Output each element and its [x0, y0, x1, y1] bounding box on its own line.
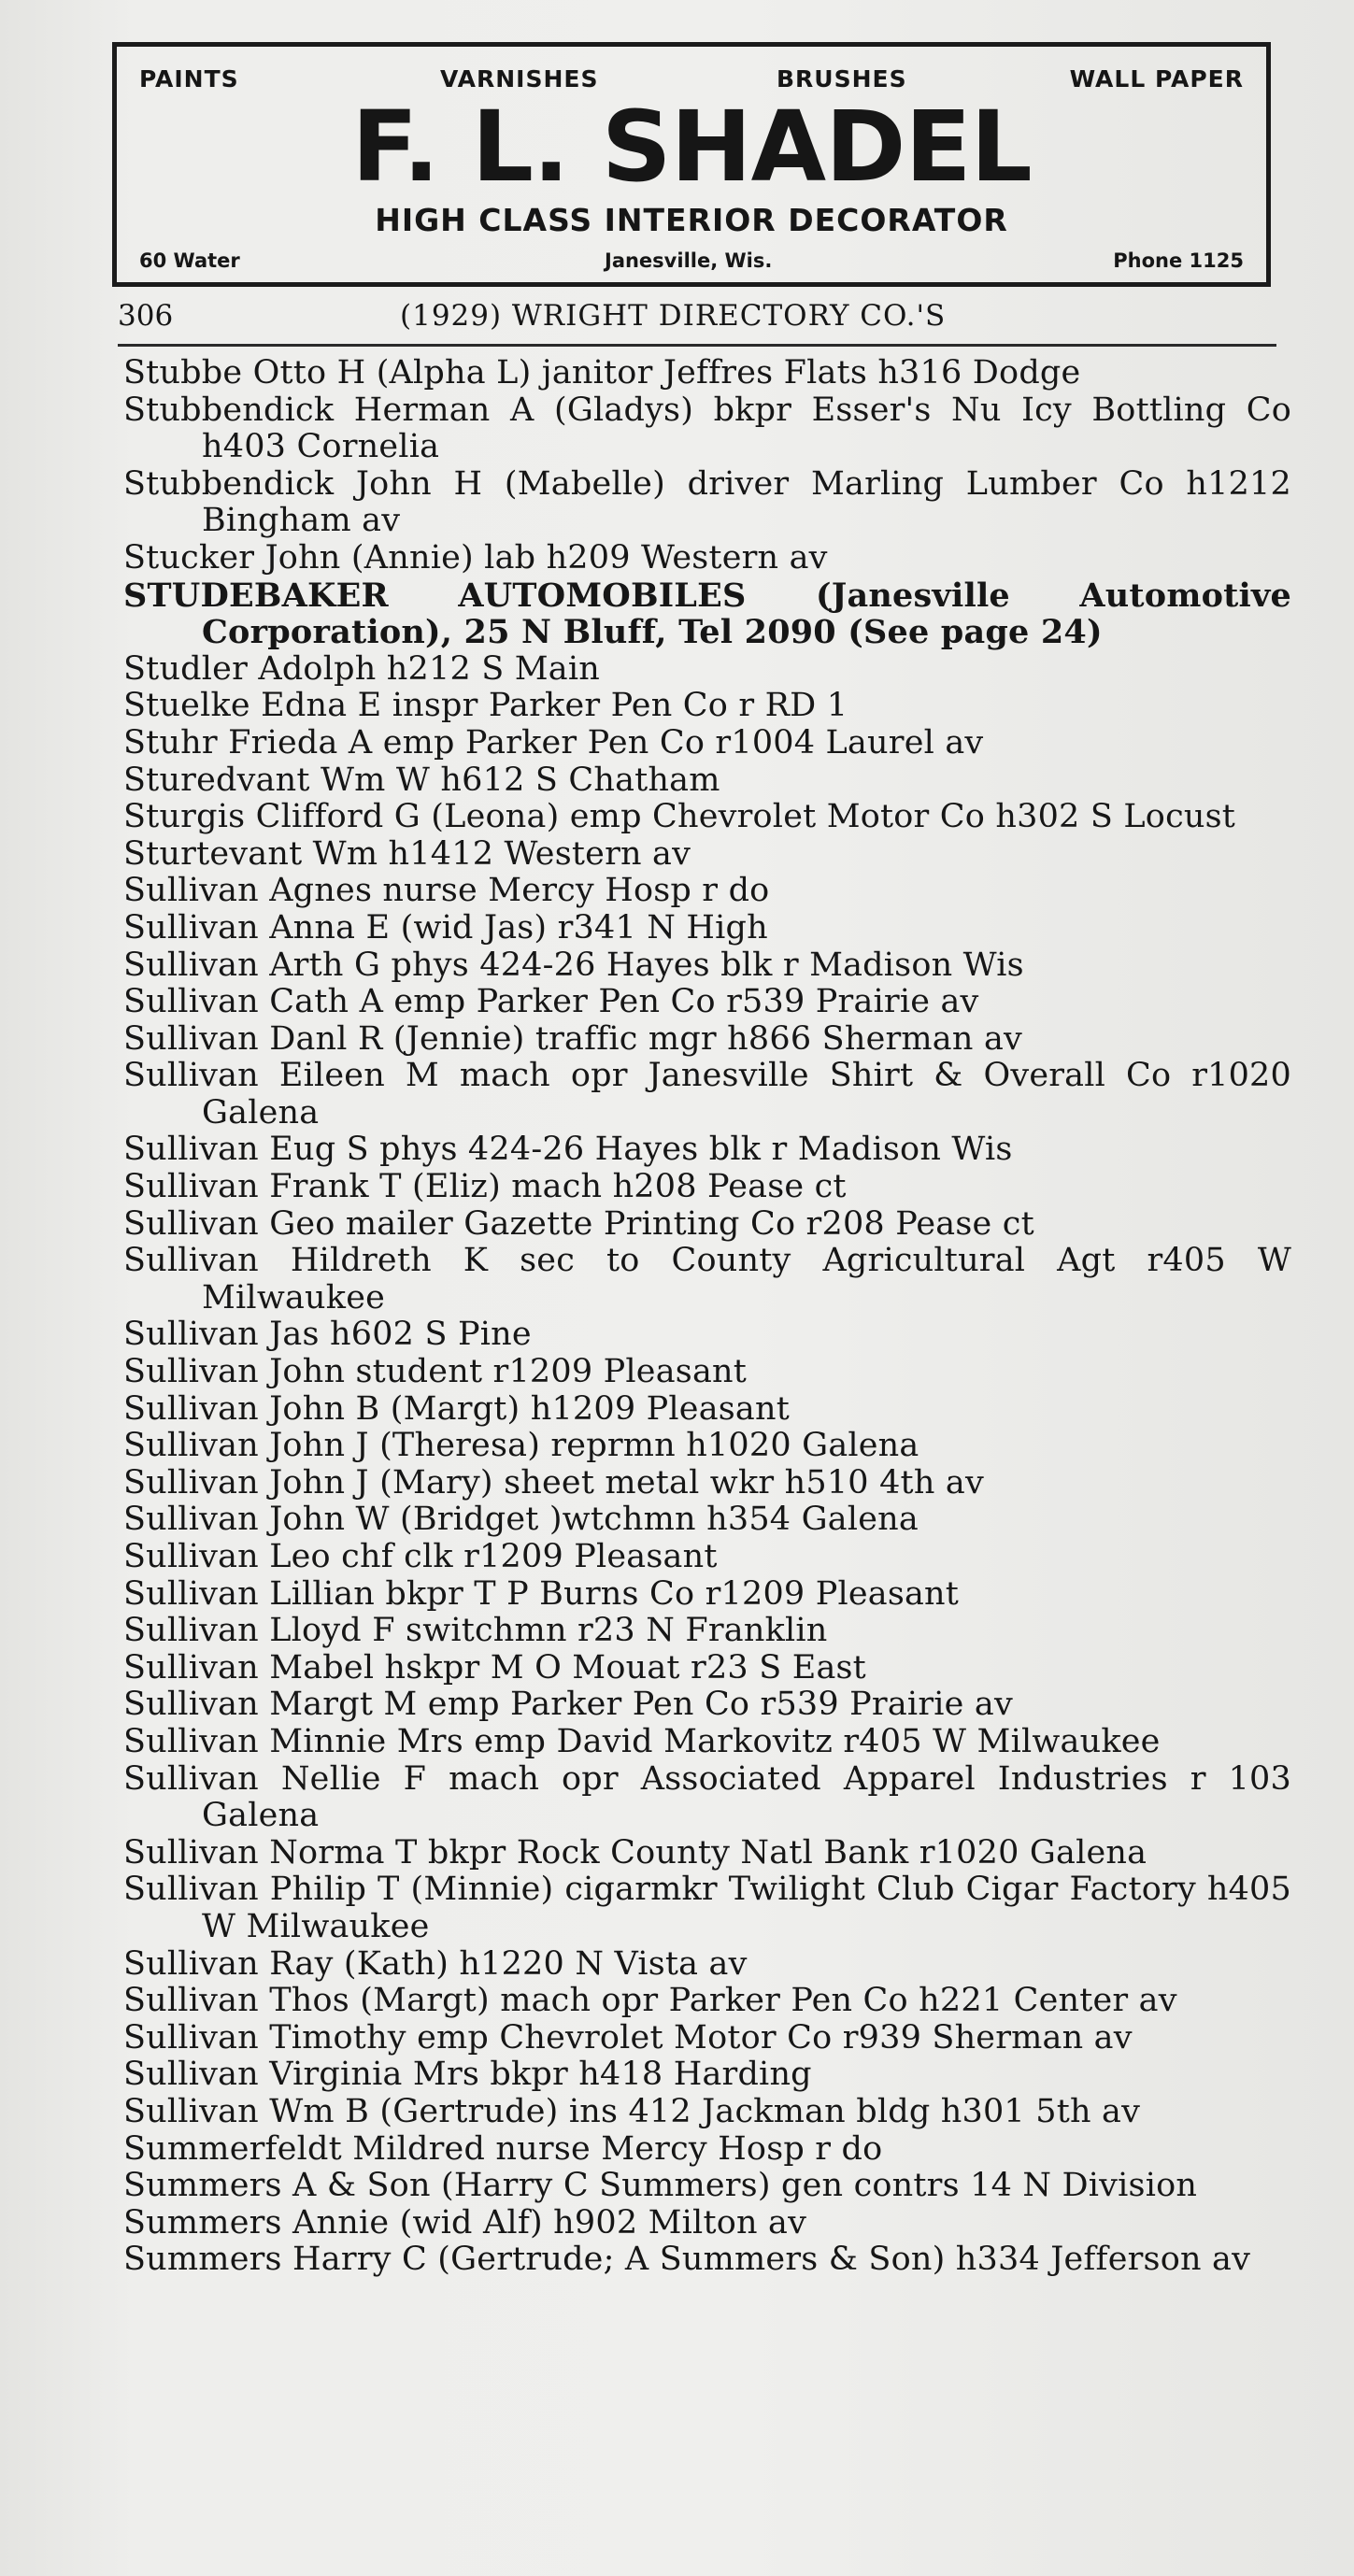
directory-entry: Sturgis Clifford G (Leona) emp Chevrolet Motor Co h302 S Locust — [123, 798, 1236, 836]
directory-entry: Sullivan John J (Theresa) reprmn h1020 Galena — [123, 1427, 919, 1465]
ad-tagline: HIGH CLASS INTERIOR DECORATOR — [375, 202, 1008, 238]
directory-entry: Sullivan Geo mailer Gazette Printing Co r208 Pease ct — [123, 1204, 1034, 1243]
directory-entry: Sullivan John W (Bridget )wtchmn h354 Galena — [123, 1501, 919, 1539]
ad-item-wall-paper: WALL PAPER — [1069, 65, 1244, 93]
directory-entry: Sullivan Agnes nurse Mercy Hosp r do — [123, 872, 770, 910]
directory-entry: Summers A & Son (Harry C Summers) gen contrs 14 N Division — [123, 2167, 1198, 2205]
ad-address: 60 Water — [139, 249, 240, 272]
directory-entry: Summers Harry C (Gertrude; A Summers & Son) h334 Jefferson av — [123, 2241, 1251, 2279]
directory-entry: Sullivan Thos (Margt) mach opr Parker Pen Co h221 Center av — [123, 1982, 1177, 2020]
directory-entry: Sullivan Lloyd F switchmn r23 N Franklin — [123, 1612, 828, 1650]
ad-item-varnishes: VARNISHES — [440, 65, 599, 93]
directory-entry: Sullivan Eileen M mach opr Janesville Shirt & Overall Co r1020 Galena — [123, 1057, 1291, 1131]
directory-entry: Stuhr Frieda A emp Parker Pen Co r1004 Laurel av — [123, 723, 984, 761]
directory-entry: Sturedvant Wm W h612 S Chatham — [123, 761, 720, 799]
directory-entry: Sullivan John student r1209 Pleasant — [123, 1353, 748, 1391]
directory-entries — [123, 355, 1291, 2279]
directory-entry: Stubbe Otto H (Alpha L) janitor Jeffres Flats h316 Dodge — [123, 354, 1081, 391]
directory-entry: Sullivan Lillian bkpr T P Burns Co r1209 Pleasant — [123, 1574, 960, 1613]
running-header — [118, 299, 1276, 336]
directory-entry: Sullivan Frank T (Eliz) mach h208 Pease ct — [123, 1168, 847, 1206]
directory-entry: Sullivan Minnie Mrs emp David Markovitz r405 W Milwaukee — [123, 1722, 1161, 1760]
directory-entry: Summers Annie (wid Alf) h902 Milton av — [123, 2203, 807, 2242]
directory-entry: Sullivan Philip T (Minnie) cigarmkr Twilight Club Cigar Factory h405 W Milwaukee — [123, 1871, 1291, 1945]
directory-entry: Sullivan Jas h602 S Pine — [123, 1316, 532, 1354]
directory-entry: Sullivan Anna E (wid Jas) r341 N High — [123, 908, 768, 946]
directory-entry: Sullivan Wm B (Gertrude) ins 412 Jackman bldg h301 5th av — [123, 2092, 1141, 2130]
page-title: (1929) WRIGHT DIRECTORY CO.'S — [400, 299, 947, 333]
directory-entry: Sullivan John J (Mary) sheet metal wkr h510 4th av — [123, 1463, 984, 1501]
directory-entry: Sullivan John B (Margt) h1209 Pleasant — [123, 1389, 791, 1428]
ad-city: Janesville, Wis. — [605, 249, 773, 272]
ad-contact-line — [139, 249, 1244, 274]
ad-business-name: F. L. SHADEL — [351, 90, 1032, 204]
directory-entry: Studler Adolph h212 S Main — [123, 649, 600, 688]
directory-entry: Sullivan Cath A emp Parker Pen Co r539 Prairie av — [123, 983, 979, 1021]
directory-entry: Sullivan Norma T bkpr Rock County Natl Bank r1020 Galena — [123, 1833, 1147, 1872]
directory-entry: Stucker John (Annie) lab h209 Western av — [123, 538, 828, 576]
directory-entry: Sullivan Virginia Mrs bkpr h418 Harding — [123, 2056, 812, 2094]
directory-entry: Stuelke Edna E inspr Parker Pen Co r RD 1 — [123, 687, 848, 725]
ad-item-paints: PAINTS — [139, 65, 239, 93]
page-number: 306 — [118, 299, 174, 333]
ad-phone: Phone 1125 — [1113, 249, 1244, 272]
directory-entry: Stubbendick Herman A (Gladys) bkpr Esser's Nu Icy Bottling Co h403 Cornelia — [123, 391, 1291, 466]
directory-entry: Sullivan Arth G phys 424-26 Hayes blk r Madison Wis — [123, 946, 1024, 984]
directory-entry: Stubbendick John H (Mabelle) driver Marling Lumber Co h1212 Bingham av — [123, 464, 1291, 540]
advertisement-box — [112, 42, 1271, 287]
directory-entry: Sullivan Leo chf clk r1209 Pleasant — [123, 1538, 718, 1575]
directory-entry: Sullivan Danl R (Jennie) traffic mgr h866 Sherman av — [123, 1019, 1022, 1058]
directory-entry: Sullivan Nellie F mach opr Associated Apparel Industries r 103 Galena — [123, 1759, 1291, 1835]
directory-entry: STUDEBAKER AUTOMOBILES (Janesville Automotive Corporation), 25 N Bluff, Tel 2090 (See page 24) — [123, 576, 1291, 652]
directory-entry: Sullivan Eug S phys 424-26 Hayes blk r Madison Wis — [123, 1131, 1013, 1169]
directory-entry: Summerfeldt Mildred nurse Mercy Hosp r do — [123, 2129, 883, 2168]
ad-item-brushes: BRUSHES — [777, 65, 907, 93]
directory-entry: Sullivan Ray (Kath) h1220 N Vista av — [123, 1944, 748, 1983]
directory-entry: Sullivan Hildreth K sec to County Agricultural Agt r405 W Milwaukee — [123, 1242, 1291, 1316]
directory-entry: Sullivan Mabel hskpr M O Mouat r23 S East — [123, 1648, 866, 1686]
header-rule — [118, 344, 1276, 347]
directory-entry: Sullivan Margt M emp Parker Pen Co r539 Prairie av — [123, 1686, 1013, 1724]
directory-entry: Sullivan Timothy emp Chevrolet Motor Co r939 Sherman av — [123, 2018, 1133, 2057]
directory-entry: Sturtevant Wm h1412 Western av — [123, 834, 691, 873]
